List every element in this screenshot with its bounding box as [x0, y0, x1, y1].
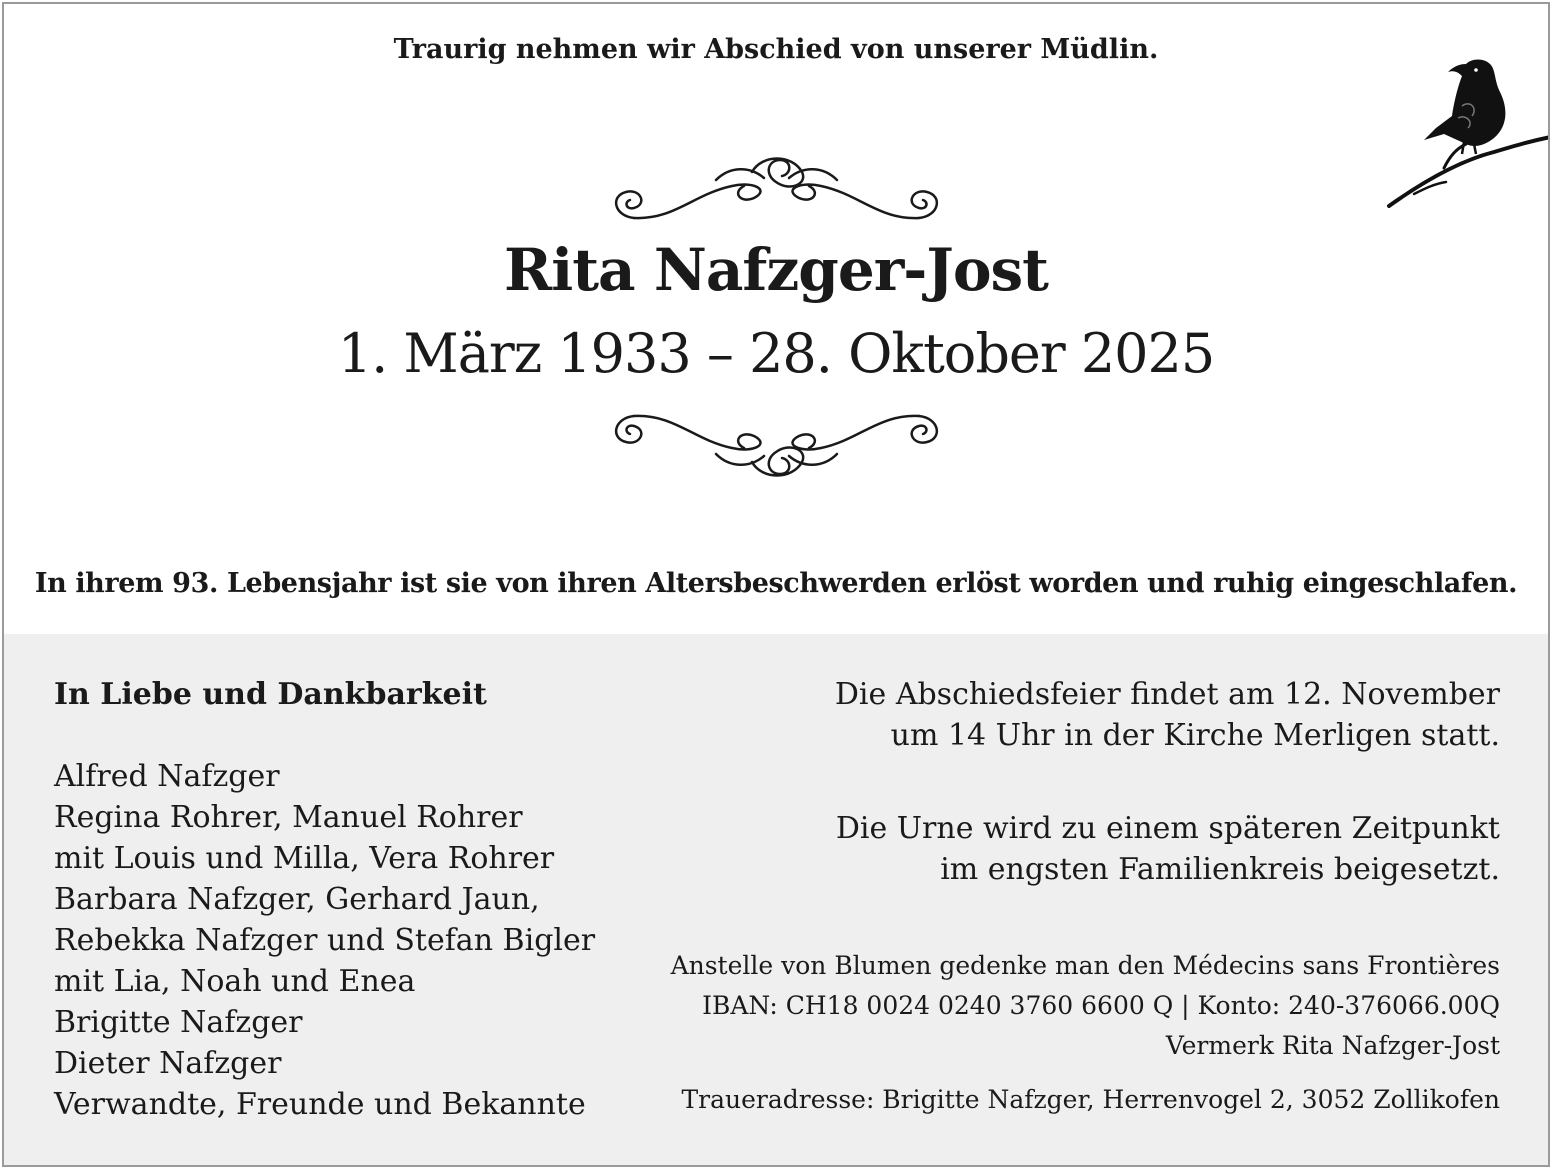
blackbird-on-branch-icon [1384, 56, 1550, 211]
mourner-line: mit Louis und Milla, Vera Rohrer [54, 841, 555, 876]
urn-text [600, 808, 1500, 890]
life-dates: 1. März 1933 – 28. Oktober 2025 [337, 322, 1215, 385]
donation-line: IBAN: CH18 0024 0240 3760 6600 Q | Konto: 240-376066.00Q [702, 991, 1500, 1020]
mourning-address: Traueradresse: Brigitte Nafzger, Herrenvogel 2, 3052 Zollikofen [681, 1085, 1500, 1114]
mourner-line: Brigitte Nafzger [54, 1005, 303, 1040]
mourner-line: Regina Rohrer, Manuel Rohrer [54, 800, 523, 835]
mourner-line: Dieter Nafzger [54, 1046, 282, 1081]
mourner-line: mit Lia, Noah und Enea [54, 964, 416, 999]
donation-text [600, 946, 1500, 1066]
urn-line: im engsten Familienkreis beigesetzt. [940, 852, 1500, 887]
mourners-list [54, 674, 595, 1125]
mourner-line: Alfred Nafzger [54, 759, 280, 794]
flourish-ornament-icon [604, 404, 949, 484]
obituary-notice [2, 2, 1550, 1167]
donation-line: Vermerk Rita Nafzger-Jost [1165, 1031, 1500, 1060]
ceremony-line: um 14 Uhr in der Kirche Merligen statt. [890, 718, 1500, 753]
urn-line: Die Urne wird zu einem späteren Zeitpunkt [835, 811, 1500, 846]
mourners-heading: In Liebe und Dankbarkeit [54, 677, 487, 712]
mourner-line: Rebekka Nafzger und Stefan Bigler [54, 923, 596, 958]
details-panel [4, 634, 1548, 1167]
statement-line: In ihrem 93. Lebensjahr ist sie von ihren Altersbeschwerden erlöst worden und ruhig eingeschlafen. [34, 568, 1518, 599]
ceremony-text [600, 674, 1500, 756]
mourner-line: Verwandte, Freunde und Bekannte [54, 1087, 586, 1122]
deceased-name: Rita Nafzger-Jost [504, 236, 1048, 304]
flourish-ornament-icon [604, 150, 949, 230]
ceremony-line: Die Abschiedsfeier findet am 12. November [834, 677, 1500, 712]
intro-line: Traurig nehmen wir Abschied von unserer Müdlin. [393, 34, 1159, 65]
ceremony-info [600, 674, 1500, 1120]
mourner-line: Barbara Nafzger, Gerhard Jaun, [54, 882, 540, 917]
donation-line: Anstelle von Blumen gedenke man den Médecins sans Frontières [670, 951, 1500, 980]
